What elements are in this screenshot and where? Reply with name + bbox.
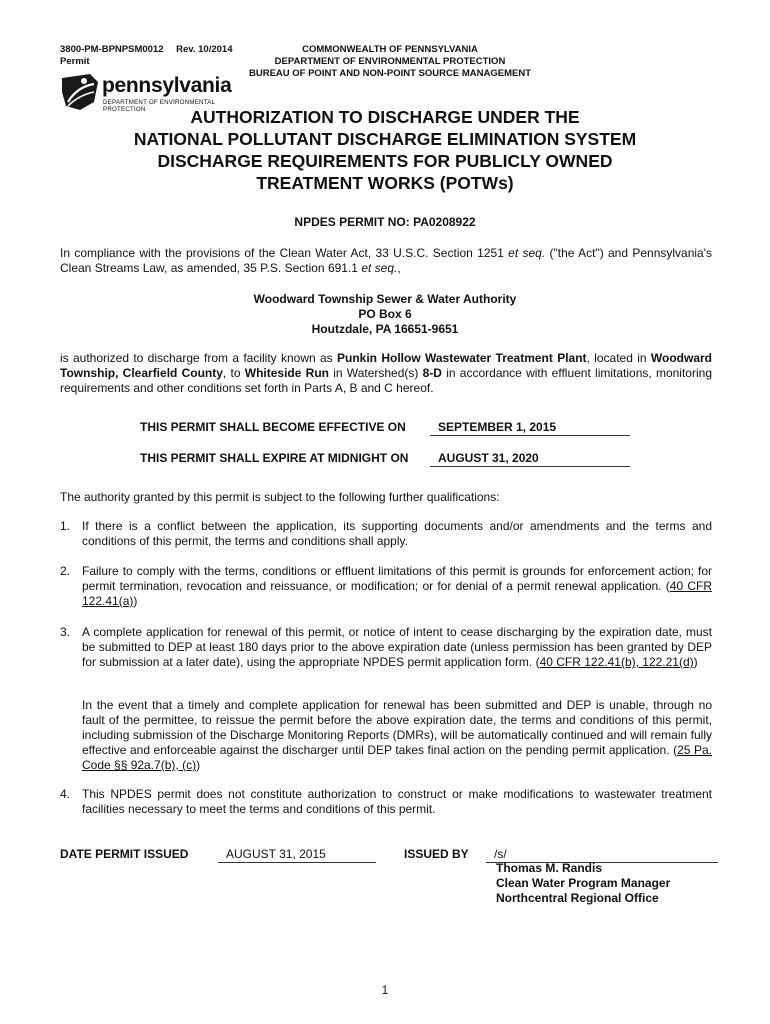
compliance-text: ("the Act") and Pennsylvania's Clean Streams Law, as amended, 35 P.S. Section 691.1 (60, 246, 713, 275)
effective-date-label: THIS PERMIT SHALL BECOME EFFECTIVE ON (140, 420, 406, 434)
ref-paren: ( (535, 655, 540, 669)
compliance-text: In compliance with the provisions of the Clean Water Act, 33 U.S.C. Section 1251 (60, 246, 504, 260)
authorization-text: in accordance with effluent limitations, monitoring requirements and other conditions set forth in Parts A, B and C hereof. (60, 366, 712, 395)
authorization-text: , to (222, 366, 241, 380)
list-item (60, 625, 712, 670)
issued-by-label: ISSUED BY (404, 847, 469, 861)
permit-number: NPDES PERMIT NO: PA0208922 (294, 215, 476, 229)
et-seq: et seq. (508, 246, 546, 260)
qualifications-intro: The authority granted by this permit is subject to the following further qualifications: (60, 490, 500, 504)
cfr-reference-link[interactable]: 40 CFR 122.41(a) (82, 579, 713, 608)
list-item-body: A complete application for renewal of this permit, or notice of intent to cease discharging by the expiration date, must be submitted to DEP at least 180 days prior to the above expiration date (unless permission has been granted by DEP for submission at a later date), using the appropriate NPDES permit application form. (82, 625, 712, 669)
signer-name: Thomas M. Randis (496, 861, 603, 875)
list-item (60, 519, 712, 549)
signer-block (496, 861, 670, 906)
authorization-text: , located in (586, 351, 647, 365)
title-line: NATIONAL POLLUTANT DISCHARGE ELIMINATION SYSTEM (133, 129, 637, 149)
permittee-block (60, 292, 710, 337)
issued-by-signature: /s/ (486, 847, 718, 863)
effective-date-value: SEPTEMBER 1, 2015 (430, 420, 630, 436)
date-issued-label: DATE PERMIT ISSUED (60, 847, 189, 861)
page-title (60, 106, 710, 194)
compliance-paragraph (60, 246, 712, 276)
list-item-text: If there is a conflict between the application, its supporting documents and/or amendments and the terms and conditions of this permit, the terms and conditions shall apply. (82, 519, 712, 548)
ref-paren: ) (693, 655, 698, 669)
authorization-paragraph (60, 351, 712, 396)
ref-paren: ( (673, 743, 678, 757)
signer-office: Northcentral Regional Office (496, 891, 659, 905)
facility-location: Woodward Township, Clearfield County (60, 351, 712, 380)
list-item (60, 787, 712, 817)
list-item (60, 564, 712, 609)
et-seq: et seq. (361, 261, 398, 275)
list-item-number: 3. (60, 625, 71, 639)
title-line: AUTHORIZATION TO DISCHARGE UNDER THE (190, 107, 580, 127)
list-item-body: Failure to comply with the terms, conditions or effluent limitations of this permit is grounds for enforcement action; for permit termination, revocation and reissuance, or modification; or for denial of a permit renewal application. (82, 564, 712, 593)
form-type: Permit (60, 56, 90, 67)
logo-wordmark: pennsylvania (102, 74, 232, 97)
agency-line: DEPARTMENT OF ENVIRONMENTAL PROTECTION (274, 56, 506, 67)
receiving-water: Whiteside Run (244, 366, 329, 380)
expiration-date-value: AUGUST 31, 2020 (430, 451, 630, 467)
list-item-number: 1. (60, 519, 71, 533)
pa-code-reference-link[interactable]: 25 Pa. Code §§ 92a.7(b), (c) (82, 743, 712, 772)
ref-paren: ) (196, 758, 201, 772)
form-header-left (60, 44, 232, 68)
ref-paren: ) (133, 594, 138, 608)
list-item-text (82, 625, 712, 670)
form-id: 3800-PM-BPNPSM0012 (60, 44, 164, 55)
facility-name: Punkin Hollow Wastewater Treatment Plant (337, 351, 587, 365)
list-item-text (82, 564, 712, 609)
form-revision: Rev. 10/2014 (176, 44, 233, 55)
agency-header (230, 44, 550, 80)
list-item-text: This NPDES permit does not constitute authorization to construct or make modifications to wastewater treatment facilities necessary to meet the terms and conditions of this permit. (82, 787, 712, 816)
page-number: 1 (381, 983, 389, 997)
continuation-text: In the event that a timely and complete application for renewal has been submitted and DEP is unable, through no fault of the permittee, to reissue the permit before the above expiration date, the terms and conditions of this permit, including submission of the Discharge Monitoring Reports (DMRs), will be automatically continued and will remain fully effective and enforceable against the discharger until DEP takes final action on the pending permit application. (82, 698, 712, 757)
list-item-number: 2. (60, 564, 71, 578)
cfr-reference-link[interactable]: 40 CFR 122.41(b), 122.21(d) (539, 655, 694, 669)
pennsylvania-dep-logo (60, 72, 250, 113)
compliance-text: , (397, 261, 401, 275)
logo-subtitle: DEPARTMENT OF ENVIRONMENTAL PROTECTION (103, 99, 215, 113)
date-issued-value: AUGUST 31, 2015 (218, 847, 376, 863)
renewal-continuation-paragraph (82, 698, 712, 773)
permittee-address: PO Box 6 (358, 307, 412, 321)
permittee-city: Houtzdale, PA 16651-9651 (311, 322, 459, 336)
watershed-id: 8-D (422, 366, 442, 380)
permittee-name: Woodward Township Sewer & Water Authority (253, 292, 517, 306)
title-line: TREATMENT WORKS (POTWs) (256, 173, 514, 193)
agency-line: COMMONWEALTH OF PENNSYLVANIA (302, 44, 478, 55)
expiration-date-label: THIS PERMIT SHALL EXPIRE AT MIDNIGHT ON (140, 451, 409, 465)
authorization-text: in Watershed(s) (333, 366, 419, 380)
authorization-text: is authorized to discharge from a facility known as (60, 351, 333, 365)
signer-title: Clean Water Program Manager (496, 876, 671, 890)
title-line: DISCHARGE REQUIREMENTS FOR PUBLICLY OWNED (157, 151, 613, 171)
list-item-number: 4. (60, 787, 71, 801)
agency-line: BUREAU OF POINT AND NON-POINT SOURCE MANAGEMENT (248, 68, 531, 79)
ref-paren: ( (665, 579, 670, 593)
